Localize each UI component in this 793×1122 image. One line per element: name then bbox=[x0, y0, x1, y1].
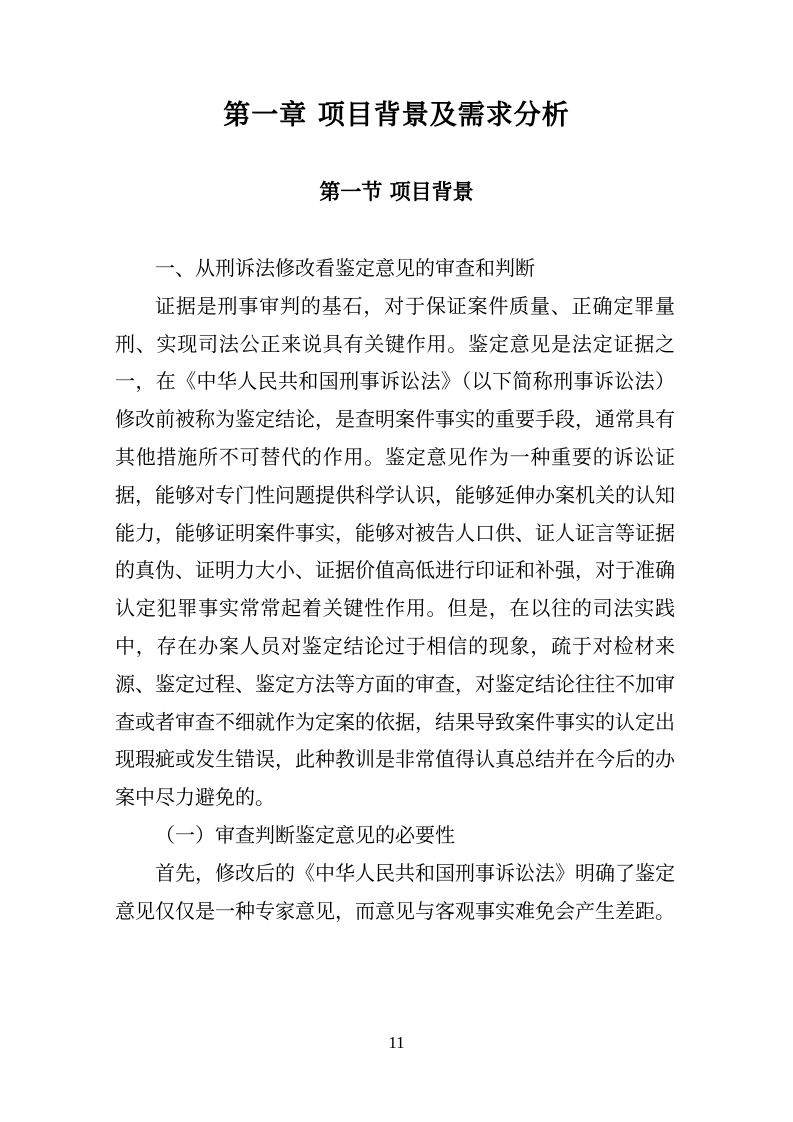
document-body bbox=[115, 250, 675, 930]
subheading-necessity: （一）审查判断鉴定意见的必要性 bbox=[155, 822, 455, 847]
body-paragraph: 证据是刑事审判的基石，对于保证案件质量、正确定罪量刑、实现司法公正来说具有关键作用。鉴定意见是法定证据之一，在《中华人民共和国刑事诉讼法》（以下简称刑事诉讼法）修改前被称为鉴定结论，是查明案件事实的重要手段，通常具有其他措施所不可替代的作用。鉴定意见作为一种重要的诉讼证据，能够对专门性问题提供科学认识，能够延伸办案机关的认知能力，能够证明案件事实，能够对被告人口供、证人证言等证据的真伪、证明力大小、证据价值高低进行印证和补强，对于准确认定犯罪事实常常起着关键性作用。但是，在以往的司法实践中，存在办案人员对鉴定结论过于相信的现象，疏于对检材来源、鉴定过程、鉴定方法等方面的审查，对鉴定结论往往不加审查或者审查不细就作为定案的依据，结果导致案件事实的认定出现瑕疵或发生错误，此种教训是非常值得认真总结并在今后的办案中尽力避免的。 bbox=[115, 293, 675, 810]
page-number: 11 bbox=[388, 1033, 405, 1052]
chapter-title: 第一章 项目背景及需求分析 bbox=[223, 100, 570, 131]
subheading-one: 一、从刑诉法修改看鉴定意见的审查和判断 bbox=[155, 256, 535, 280]
section-title: 第一节 项目背景 bbox=[319, 180, 474, 204]
body-paragraph: 首先，修改后的《中华人民共和国刑事诉讼法》明确了鉴定意见仅仅是一种专家意见，而意见与客观事实难免会产生差距。 bbox=[115, 860, 675, 923]
